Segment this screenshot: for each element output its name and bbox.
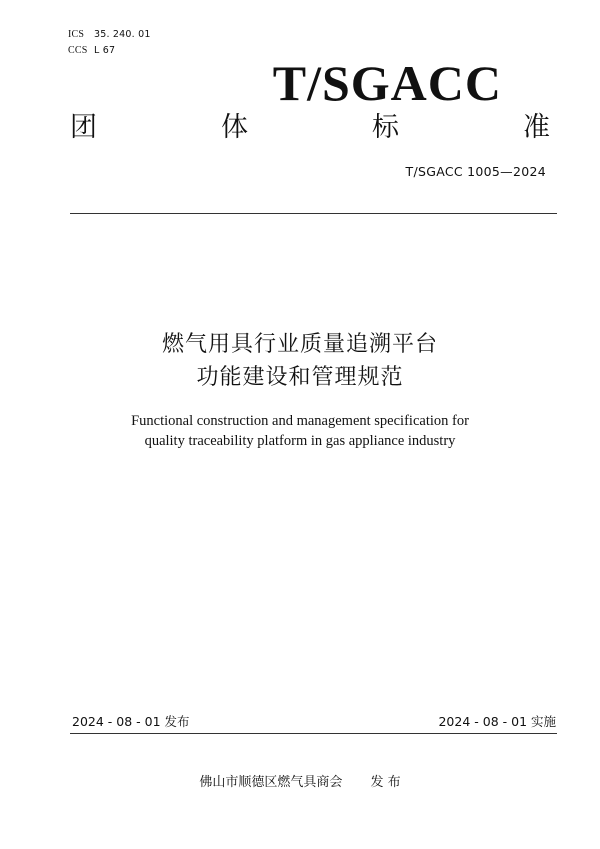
ccs-code (68, 45, 115, 56)
standard-type-char: 体 (221, 112, 248, 143)
chinese-title-line-1: 燃气用具行业质量追溯平台 (161, 332, 438, 357)
publisher-action: 发 布 (370, 775, 401, 790)
standard-type-char: 准 (523, 112, 550, 143)
ics-code (68, 29, 151, 40)
release-date: 2024 - 08 - 01 发布 (72, 714, 190, 729)
ics-value: 35. 240. 01 (94, 29, 151, 40)
implementation-date: 2024 - 08 - 01 实施 (438, 714, 556, 729)
brand-logo-text: T/SGACC (272, 55, 502, 111)
standard-type-char: 团 (70, 112, 97, 143)
bottom-divider (70, 733, 557, 734)
top-divider (70, 213, 557, 214)
standard-type-char: 标 (372, 112, 399, 143)
english-title-line-1: Functional construction and management specification for (131, 413, 469, 429)
publisher (0, 776, 600, 789)
ccs-label: CCS (68, 45, 88, 56)
ics-label: ICS (68, 29, 85, 40)
publisher-name: 佛山市顺德区燃气具商会 (199, 775, 343, 790)
ccs-value: L 67 (94, 45, 116, 56)
standard-type-heading (70, 114, 550, 141)
standard-number: T/SGACC 1005—2024 (405, 164, 546, 179)
english-title-line-2: quality traceability platform in gas appliance industry (144, 433, 456, 449)
chinese-title-line-2: 功能建设和管理规范 (196, 365, 404, 390)
